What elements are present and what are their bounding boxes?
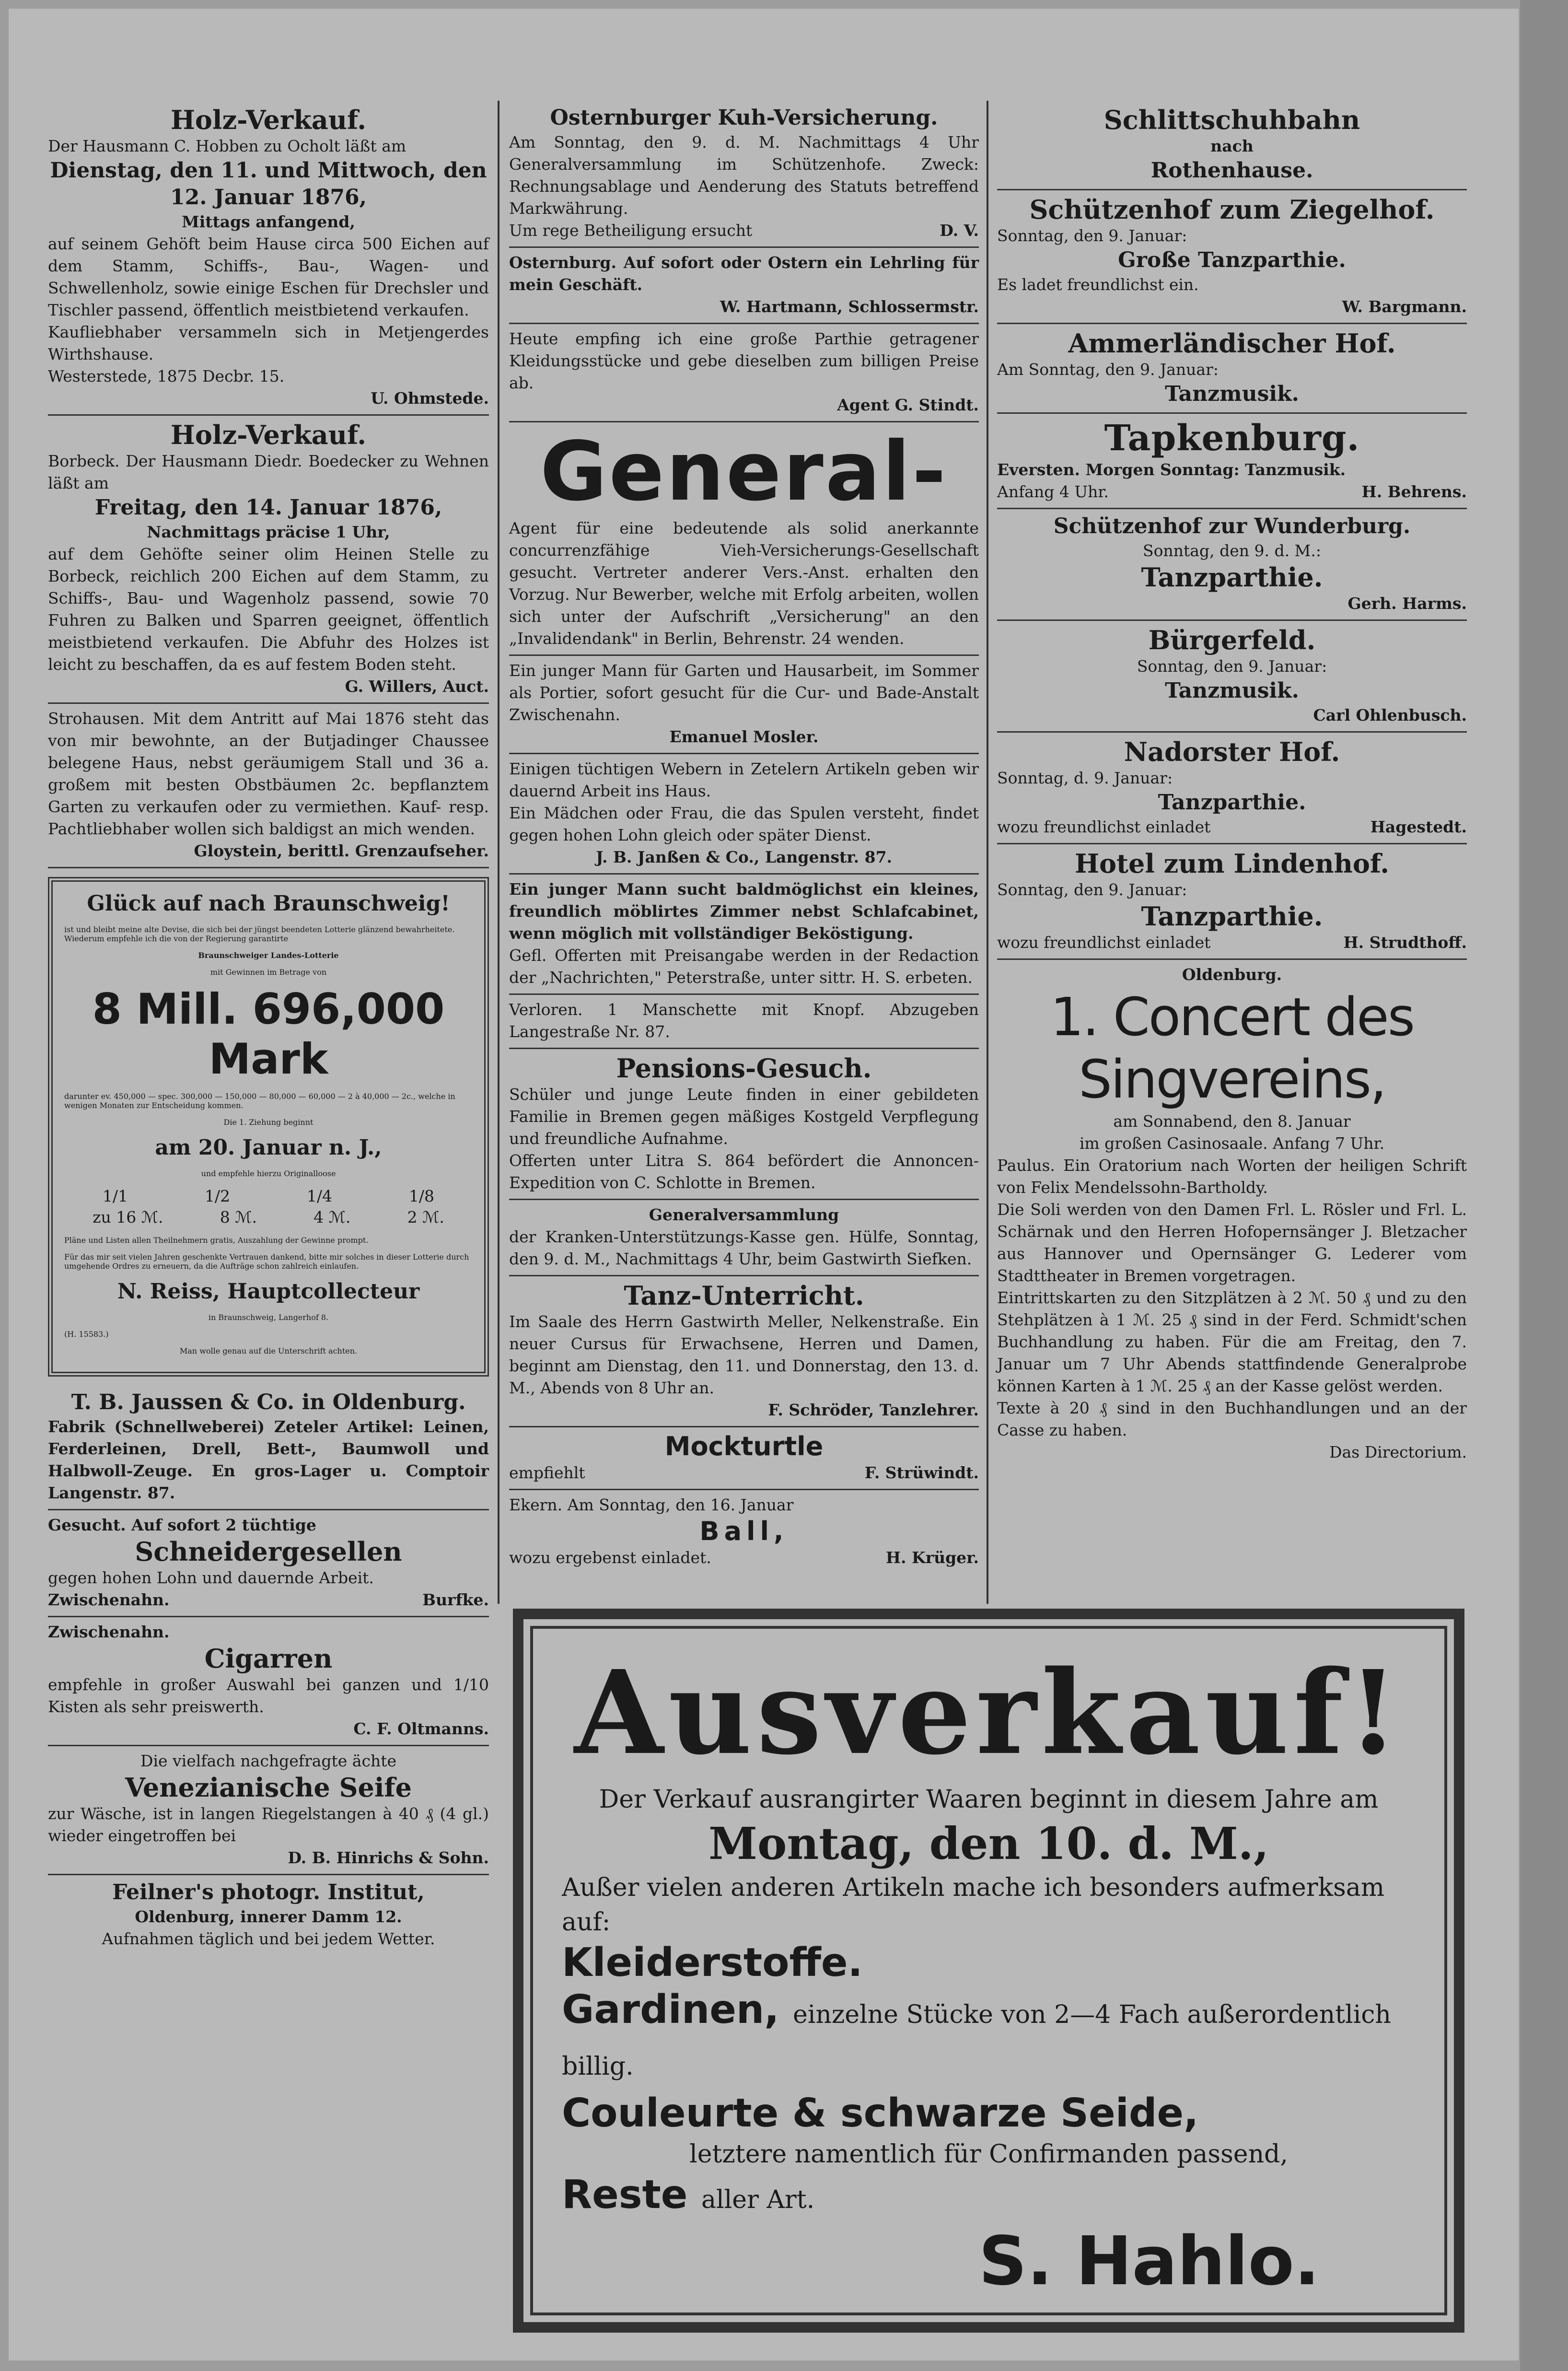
- ad-mockturtle: [509, 1427, 979, 1490]
- ad-ball: [509, 1490, 979, 1574]
- price: zu 16 ℳ.: [93, 1208, 163, 1226]
- ad-signer: S. Hahlo.: [978, 2222, 1320, 2301]
- price: 8 ℳ.: [220, 1208, 257, 1226]
- ad-date: am 20. Januar n. J.,: [155, 1135, 382, 1160]
- ad-text: Die 1. Ziehung beginnt: [223, 1118, 314, 1127]
- ad-date: Montag, den 10. d. M.,: [709, 1818, 1269, 1869]
- column-rule: [987, 101, 988, 1604]
- ad-tanz-unterricht: [509, 1276, 979, 1427]
- ad-verloren: [509, 995, 979, 1049]
- ad-concert: [997, 960, 1467, 1468]
- ad-text: wozu freundlichst einladet: [997, 933, 1211, 952]
- ad-subtitle: Rothenhause.: [1150, 158, 1313, 183]
- ad-pension: [509, 1049, 979, 1200]
- ad-sign-row: [997, 932, 1467, 954]
- ad-address: Oldenburg, innerer Damm 12.: [135, 1907, 402, 1926]
- ad-date: Sonntag, den 9. Januar:: [1137, 657, 1327, 676]
- ad-title: Mockturtle: [664, 1431, 824, 1461]
- ad-text: Agent für eine bedeutende als solid anerkannte concurrenzfähige Vieh-Versicherungs-Gesellschaft gesucht. Vertreter anderer Vers.-Anst. erhalten den Vorzug. Nur Bewerber, welche mit Erfolg arbeiten, wollen sich unter der Aufschrift „Versicherung" an den „Invalidendank" in Berlin, Behrenstr. 24 wenden.: [509, 519, 979, 648]
- column-rule: [498, 101, 499, 1604]
- ad-item: Kleiderstoffe.: [562, 1940, 863, 1986]
- ad-text: Fabrik (Schnellweberei) Zeteler Artikel: Leinen, Ferderleinen, Drell, Bett-, Baumwoll und Halbwoll-Zeuge. En gros-Lager u. Comptoir Langenstr. 87.: [48, 1417, 489, 1502]
- ad-date: Sonntag, den 9. d. M.:: [1143, 541, 1321, 560]
- ad-lotterie: [48, 877, 489, 1377]
- ad-signer: Agent G. Stindt.: [837, 396, 979, 414]
- ad-title: Tapkenburg.: [1104, 418, 1360, 459]
- ad-lotterie-name: Braunschweiger Landes-Lotterie: [198, 951, 339, 960]
- ad-general-agent: [509, 422, 979, 656]
- ad-text: Gefl. Offerten mit Preisangabe werden in der Redaction der „Nachrichten," Peterstraße, unter sittr. H. S. erbeten.: [509, 946, 979, 987]
- ad-signer: D. V.: [940, 221, 979, 240]
- ad-title: Cigarren: [204, 1643, 333, 1674]
- ad-place: Zwischenahn.: [48, 1590, 170, 1609]
- ad-fractions: [64, 1186, 473, 1207]
- column-3: [997, 101, 1467, 1468]
- ad-date: Dienstag, den 11. und Mittwoch, den: [50, 158, 487, 183]
- ad-text: Oldenburg.: [1182, 965, 1282, 984]
- ad-jaussen: [48, 1385, 489, 1510]
- ad-lehrling: [509, 248, 979, 324]
- price: 4 ℳ.: [314, 1208, 351, 1226]
- ad-text: Schüler und junge Leute finden in einer gebildeten Familie in Bremen gegen mäßiges Kostgeld Verpflegung und freundliche Aufnahme.: [509, 1085, 979, 1148]
- ad-signer: Hagestedt.: [1370, 818, 1467, 836]
- ad-signer: H. Krüger.: [885, 1548, 979, 1567]
- ad-note: Man wolle genau auf die Unterschrift achten.: [179, 1346, 358, 1355]
- ad-title: Ausverkauf!: [574, 1645, 1404, 1780]
- ad-event: Tanzparthie.: [1158, 790, 1306, 815]
- ad-text: Um rege Betheiligung ersucht: [509, 221, 753, 240]
- ad-jackpot: 8 Mill. 696,000 Mark: [92, 984, 445, 1084]
- ad-text: Aufnahmen täglich und bei jedem Wetter.: [102, 1929, 435, 1948]
- ad-signer: Emanuel Mosler.: [669, 727, 819, 746]
- ad-text: gegen hohen Lohn und dauernde Arbeit.: [48, 1568, 374, 1587]
- fraction: 1/4: [306, 1187, 333, 1205]
- ad-strohausen: [48, 704, 489, 868]
- ad-schneider: [48, 1510, 489, 1617]
- ad-date: Sonntag, den 9. Januar:: [997, 226, 1187, 245]
- ad-date: Am Sonntag, den 9. Januar:: [997, 360, 1219, 379]
- ad-zimmer: [509, 875, 979, 995]
- ad-tapkenburg: [997, 414, 1467, 509]
- ad-text: Gesucht. Auf sofort 2 tüchtige: [48, 1516, 316, 1534]
- ad-signer: W. Hartmann, Schlossermstr.: [720, 297, 979, 316]
- ad-text: Paulus. Ein Oratorium nach Worten der heiligen Schrift von Felix Mendelssohn-Bartholdy.: [997, 1156, 1467, 1197]
- ad-title: General-: [540, 424, 948, 519]
- ad-ziegelhof: [997, 190, 1467, 324]
- ad-item-desc: einzelne Stücke von 2—4 Fach außerordentlich billig.: [562, 2000, 1391, 2081]
- ad-title: 1. Concert des Singvereins,: [1050, 986, 1414, 1110]
- ad-signer: H. Behrens.: [1361, 482, 1467, 501]
- ad-text: auf dem Gehöfte seiner olim Heinen Stelle zu Borbeck, reichlich 200 Eichen auf dem Stamm, zu Schiffs-, Bau- und Wagenholz passend, sowie 70 Fuhren zu Balken und Sparren geeignet, öffentlich meistbietend verkaufen. Die Abfuhr des Holzes ist leicht zu beschaffen, da es auf festem Boden steht.: [48, 545, 489, 674]
- ad-date: Sonntag, d. 9. Januar:: [997, 769, 1173, 787]
- ad-title: Nadorster Hof.: [1124, 736, 1340, 767]
- ad-event: Tanzmusik.: [1165, 382, 1299, 406]
- ad-title: T. B. Jaussen & Co. in Oldenburg.: [71, 1390, 466, 1414]
- ad-prices: [64, 1207, 473, 1228]
- ad-text: wozu ergebenst einladet.: [509, 1548, 711, 1567]
- ad-signer: Burfke.: [422, 1590, 489, 1609]
- ad-title: Feilner's photogr. Institut,: [112, 1880, 425, 1904]
- ad-place: Westerstede, 1875 Decbr. 15.: [48, 367, 285, 385]
- ad-holz-verkauf-2: [48, 416, 489, 704]
- ad-title: Tanz-Unterricht.: [624, 1280, 864, 1311]
- ad-title: Pensions-Gesuch.: [616, 1053, 872, 1084]
- ad-text: mit Gewinnen im Betrage von: [210, 968, 327, 977]
- ad-item-desc: aller Art.: [701, 2185, 815, 2214]
- ad-sign-row: [48, 1589, 489, 1611]
- ad-text: Ein Mädchen oder Frau, die das Spulen versteht, findet gegen hohen Lohn gleich oder später Dienst.: [509, 804, 979, 844]
- ad-text: Offerten unter Litra S. 864 befördert die Annoncen-Expedition von C. Schlotte in Bremen.: [509, 1151, 979, 1192]
- ad-event: Große Tanzparthie.: [1118, 248, 1346, 272]
- ad-signer: N. Reiss, Hauptcollecteur: [117, 1279, 420, 1304]
- ad-text: Ein junger Mann für Garten und Hausarbeit, im Sommer als Portier, sofort gesucht für die Cur- und Bade-Anstalt Zwischenahn.: [509, 661, 979, 724]
- ad-text: ist und bleibt meine alte Devise, die sich bei der jüngst beendeten Lotterie glänzend bewahrheitete. Wiederum empfehle ich die von der Regierung garantirte: [64, 925, 455, 943]
- ad-signer: F. Schröder, Tanzlehrer.: [768, 1401, 979, 1419]
- ad-date: Sonntag, den 9. Januar:: [997, 880, 1187, 899]
- ad-text: Anfang 4 Uhr.: [997, 482, 1109, 501]
- ad-weber: [509, 754, 979, 875]
- ad-location: im großen Casinosaale. Anfang 7 Uhr.: [1079, 1134, 1385, 1153]
- ad-title: Schlittschuhbahn: [1103, 105, 1360, 135]
- ad-title: Schützenhof zum Ziegelhof.: [1029, 194, 1435, 225]
- fraction: 1/8: [408, 1187, 435, 1205]
- ad-text: nach: [1210, 137, 1254, 155]
- ad-text: Für das mir seit vielen Jahren geschenkte Vertrauen dankend, bitte mir solches in dieser Lotterie durch umgehende Ordres zu erneuern, da die Aufträge schon zahlreich einlaufen.: [64, 1252, 469, 1271]
- ad-text: wozu freundlichst einladet: [997, 818, 1211, 836]
- ad-text: Die vielfach nachgefragte ächte: [140, 1752, 396, 1770]
- ad-text: Verloren. 1 Manschette mit Knopf. Abzugeben Langestraße Nr. 87.: [509, 1000, 979, 1041]
- ad-junger-mann: [509, 656, 979, 754]
- ad-date: am Sonnabend, den 8. Januar: [1113, 1112, 1351, 1131]
- ad-signer: Gloystein, berittl. Grenzaufseher.: [194, 841, 489, 860]
- ad-item-name: Reste: [562, 2172, 688, 2218]
- ad-title: Ball,: [699, 1516, 789, 1546]
- ad-time: Mittags anfangend,: [182, 212, 355, 231]
- ad-signer: G. Willers, Auct.: [345, 677, 489, 696]
- ad-kleidung: [509, 324, 979, 422]
- ad-title: Holz-Verkauf.: [170, 105, 367, 135]
- fraction: 1/1: [102, 1187, 128, 1205]
- ad-holz-verkauf-1: [48, 101, 489, 416]
- ad-event: Tanzparthie.: [1141, 901, 1323, 932]
- ad-title: Generalversammlung: [649, 1205, 839, 1224]
- ad-text: Der Verkauf ausrangirter Waaren beginnt in diesem Jahre am: [599, 1785, 1379, 1814]
- ad-sign-row: [997, 481, 1467, 503]
- ad-text: Texte à 20 ₰ sind in den Buchhandlungen und an der Casse zu haben.: [997, 1399, 1467, 1439]
- column-1: [48, 101, 489, 1955]
- ad-schlittschuhbahn: [997, 101, 1467, 190]
- ad-text: Es ladet freundlichst ein.: [997, 275, 1199, 294]
- ad-lindenhof: [997, 844, 1467, 960]
- ad-signer: Gerh. Harms.: [1347, 594, 1467, 613]
- ad-text: Pläne und Listen allen Theilnehmern gratis, Auszahlung der Gewinne prompt.: [64, 1236, 369, 1245]
- ad-sign-row: [509, 220, 979, 242]
- ad-buergerfeld: [997, 621, 1467, 733]
- ad-sign-row: [997, 816, 1467, 838]
- ad-text: der Kranken-Unterstützungs-Kasse gen. Hülfe, Sonntag, den 9. d. M., Nachmittags 4 Uhr, beim Gastwirth Siefken.: [509, 1227, 979, 1268]
- ad-text: Eversten. Morgen Sonntag: Tanzmusik.: [997, 460, 1346, 479]
- page-edge: [1520, 0, 1568, 2371]
- ad-text: Die Soli werden von den Damen Frl. L. Rösler und Frl. L. Schärnak und den Herren Hofopernsänger J. Bletzacher aus Hannover und Opernsänger G. Lederer vom Stadttheater in Bremen vorgetragen.: [997, 1200, 1467, 1285]
- ad-date: 12. Januar 1876,: [170, 185, 367, 210]
- ad-text: empfiehlt: [509, 1463, 585, 1482]
- ad-text: darunter ev. 450,000 — spec. 300,000 — 150,000 — 80,000 — 60,000 — 2 à 40,000 — 2c., welche in wenigen Monaten zur Entscheidung kommen.: [64, 1092, 455, 1110]
- ad-text: Heute empfing ich eine große Parthie getragener Kleidungsstücke und gebe dieselben zum billigen Preise ab.: [509, 329, 979, 392]
- ad-text: Ein junger Mann sucht baldmöglichst ein kleines, freundlich möblirtes Zimmer nebst Schlafcabinet, wenn möglich mit vollständiger Beköstigung.: [509, 880, 979, 943]
- ad-sign-row: [509, 1462, 979, 1484]
- ad-text: und empfehle hierzu Originalloose: [201, 1169, 336, 1178]
- ad-title: Glück auf nach Braunschweig!: [87, 891, 450, 916]
- ad-text: Borbeck. Der Hausmann Diedr. Boedecker zu Wehnen läßt am: [48, 452, 489, 492]
- ad-text: Zwischenahn.: [48, 1623, 170, 1641]
- ad-text: Einigen tüchtigen Webern in Zetelern Artikeln geben wir dauernd Arbeit ins Haus.: [509, 759, 979, 800]
- ad-item-name: Gardinen,: [562, 1987, 779, 2032]
- ad-item-desc: letztere namentlich für Confirmanden passend,: [689, 2140, 1288, 2169]
- ad-kuh-versicherung: [509, 101, 979, 248]
- ad-text: in Braunschweig, Langerhof 8.: [208, 1313, 329, 1322]
- ad-text: empfehle in großer Auswahl bei ganzen und 1/10 Kisten als sehr preiswerth.: [48, 1675, 489, 1716]
- ad-generalversammlung: [509, 1200, 979, 1276]
- ad-ammerlaendischer-hof: [997, 324, 1467, 414]
- column-2: [509, 101, 979, 1574]
- price: 2 ℳ.: [407, 1208, 444, 1226]
- ad-signer: D. B. Hinrichs & Sohn.: [288, 1848, 489, 1867]
- ad-title: Venezianische Seife: [125, 1772, 412, 1803]
- ad-signer: H. Strudthoff.: [1343, 933, 1467, 952]
- ad-text: Außer vielen anderen Artikeln mache ich besonders aufmerksam auf:: [562, 1873, 1385, 1937]
- ad-signer: C. F. Oltmanns.: [353, 1719, 489, 1738]
- ad-signer: J. B. Janßen & Co., Langenstr. 87.: [595, 848, 893, 866]
- ad-wunderburg: [997, 509, 1467, 621]
- ad-signer: W. Bargmann.: [1342, 297, 1467, 316]
- ad-text: Strohausen. Mit dem Antritt auf Mai 1876 steht das von mir bewohnte, an der Butjadinger Chaussee belegene Haus, nebst geräumigem Stall und 36 a. großem mit besten Obstbäumen 2c. bepflanztem Garten zu verkaufen oder zu vermiethen. Kauf- resp. Pachtliebhaber wollen sich baldigst an mich wenden.: [48, 709, 489, 838]
- ad-title: Holz-Verkauf.: [170, 420, 367, 450]
- ad-ref: (H. 15583.): [64, 1330, 109, 1339]
- ad-sign-row: [509, 1547, 979, 1569]
- ad-signer: U. Ohmstede.: [371, 389, 489, 408]
- ad-text: Osternburg. Auf sofort oder Ostern ein Lehrling für mein Geschäft.: [509, 253, 979, 294]
- ad-text: zur Wäsche, ist in langen Riegelstangen à 40 ₰ (4 gl.) wieder eingetroffen bei: [48, 1804, 489, 1845]
- ad-seife: [48, 1746, 489, 1875]
- fraction: 1/2: [204, 1187, 231, 1205]
- ad-text: auf seinem Gehöft beim Hause circa 500 Eichen auf dem Stamm, Schiffs-, Bau-, Wagen- und Schwellenholz, sowie einige Eschen für Drechsler und Tischler passend, öffentlich meistbietend verkaufen.: [48, 234, 489, 319]
- ad-text: Am Sonntag, den 9. d. M. Nachmittags 4 Uhr Generalversammlung im Schützenhofe. Zweck: Rechnungsablage und Aenderung des Statuts betreffend Markwährung.: [509, 133, 979, 218]
- ad-text: Kaufliebhaber versammeln sich in Metjengerdes Wirthshause.: [48, 323, 489, 363]
- ad-title: Hotel zum Lindenhof.: [1074, 848, 1389, 879]
- ad-signer: F. Strüwindt.: [864, 1463, 979, 1482]
- ad-title: Ammerländischer Hof.: [1068, 328, 1396, 359]
- ad-text: Der Hausmann C. Hobben zu Ocholt läßt am: [48, 137, 407, 155]
- ad-date: Freitag, den 14. Januar 1876,: [94, 495, 442, 520]
- ad-item: Couleurte & schwarze Seide,: [562, 2091, 1199, 2136]
- ad-signer: Das Directorium.: [1329, 1443, 1467, 1461]
- ad-title: Schneidergesellen: [135, 1536, 402, 1567]
- ad-signer: Carl Ohlenbusch.: [1313, 706, 1467, 724]
- ad-cigarren: [48, 1617, 489, 1746]
- ad-title: Osternburger Kuh-Versicherung.: [550, 105, 938, 130]
- ad-time: Nachmittags präcise 1 Uhr,: [147, 523, 390, 541]
- ad-event: Tanzmusik.: [1165, 678, 1299, 703]
- ad-nadorster-hof: [997, 733, 1467, 844]
- ad-title: Bürgerfeld.: [1148, 625, 1316, 655]
- ornamental-border: [530, 1626, 1447, 2315]
- ad-text: Im Saale des Herrn Gastwirth Meller, Nelkenstraße. Ein neuer Cursus für Erwachsene, Herren und Damen, beginnt am Dienstag, den 11. und Donnerstag, den 13. d. M., Abends von 8 Uhr an.: [509, 1312, 979, 1397]
- ad-text: Ekern. Am Sonntag, den 16. Januar: [509, 1495, 794, 1514]
- ad-text: Eintrittskarten zu den Sitzplätzen à 2 ℳ. 50 ₰ und zu den Stehplätzen à 1 ℳ. 25 ₰ sind in der Ferd. Schmidt'schen Buchhandlung zu haben. Für die am Freitag, den 7. Januar um 7 Uhr Abends stattfindende Generalprobe können Karten à 1 ℳ. 25 ₰ an der Kasse gelöst werden.: [997, 1288, 1467, 1395]
- ad-title: Schützenhof zur Wunderburg.: [1053, 514, 1411, 538]
- ad-feilner: [48, 1875, 489, 1955]
- ad-ausverkauf: [513, 1609, 1464, 2333]
- ad-event: Tanzparthie.: [1141, 562, 1323, 593]
